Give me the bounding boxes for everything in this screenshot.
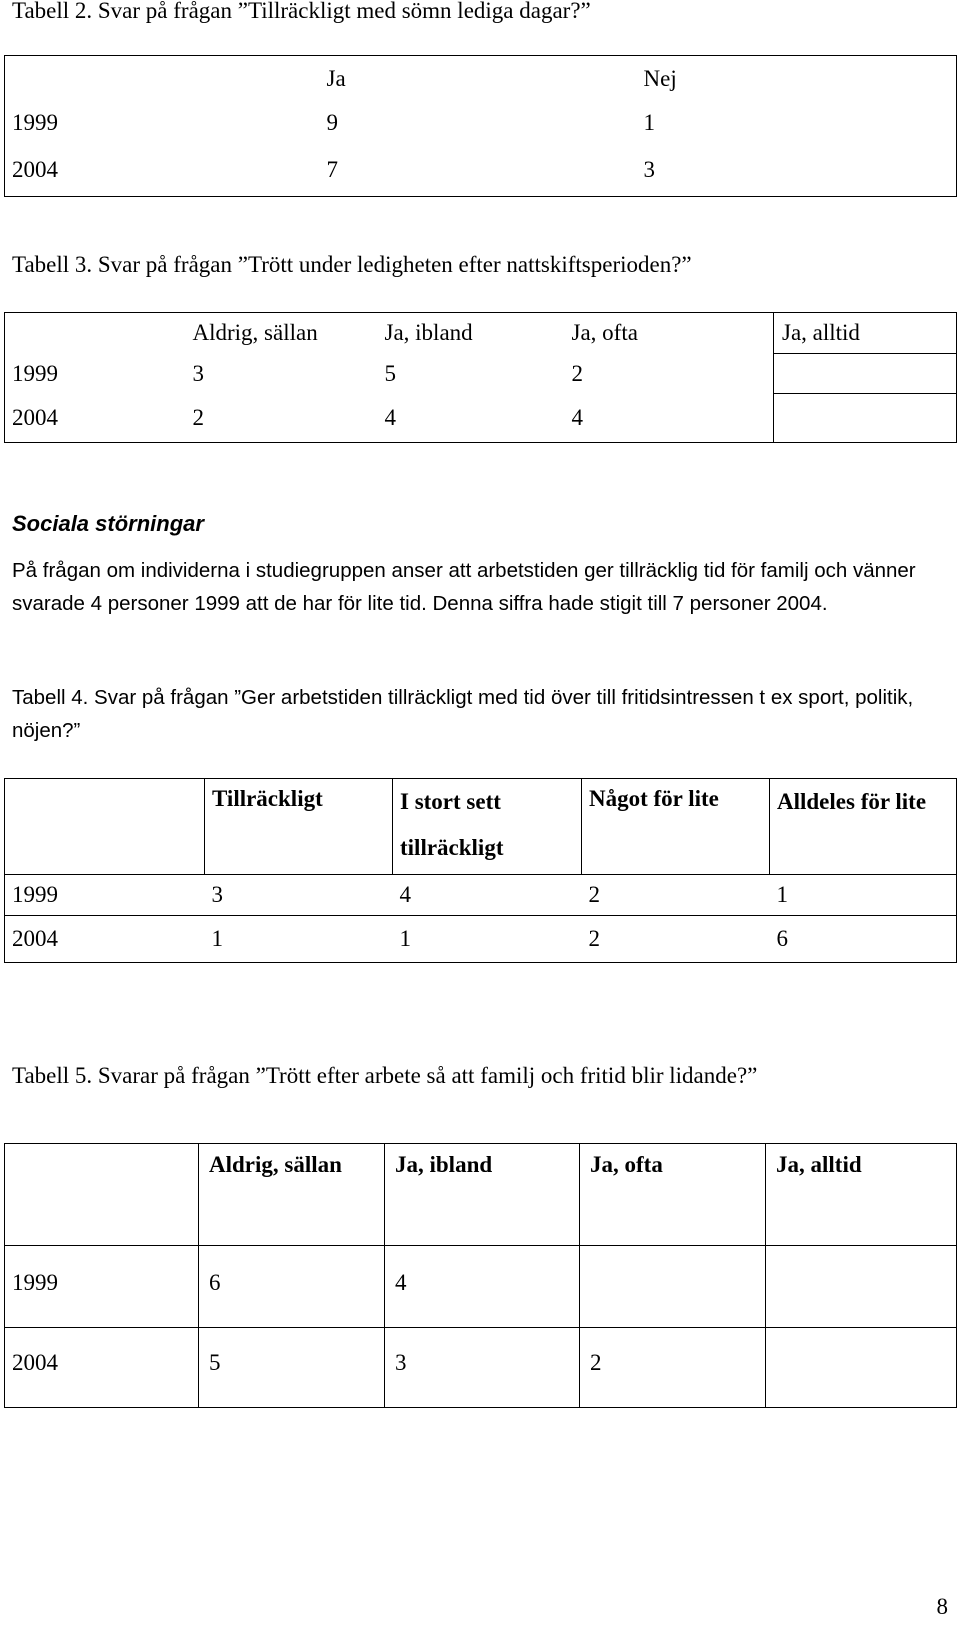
table-cell (5, 1144, 199, 1246)
table-row-label: 2004 (5, 916, 205, 963)
tabell5-caption: Tabell 5. Svarar på frågan ”Trött efter arbete så att familj och fritid blir lidande?” (12, 1063, 758, 1088)
table-row (5, 1144, 957, 1246)
table-row-label: 1999 (5, 354, 191, 394)
table-cell: 2 (191, 394, 378, 443)
paragraph-text: På frågan om individerna i studiegruppen anser att arbetstiden ger tillräcklig tid för familj och vänner svarade 4 personer 1999 att de har för lite tid. Denna siffra hade stigit till 7 personer 2004. (12, 559, 916, 615)
table-cell (766, 1246, 957, 1328)
table-header-cell: Ja (320, 56, 637, 103)
table-cell (580, 1246, 766, 1328)
table-row (5, 779, 957, 875)
table-row (5, 1246, 957, 1328)
table-header-cell: Ja, alltid (766, 1144, 957, 1246)
table-row (5, 313, 957, 354)
table-header-cell: Aldrig, sällan (199, 1144, 385, 1246)
tabell2-caption: Tabell 2. Svar på frågan ”Tillräckligt med sömn lediga dagar?” (12, 0, 591, 23)
table-row-label: 1999 (5, 102, 320, 144)
table-row (5, 144, 957, 197)
table-header-cell: I stort sett tillräckligt (393, 779, 582, 875)
table-cell: 7 (320, 144, 637, 197)
page-number: 8 (936, 1594, 948, 1619)
table-cell: 3 (637, 144, 957, 197)
table-header-cell: Ja, ofta (580, 1144, 766, 1246)
table-header-cell: Nej (637, 56, 957, 103)
table-header-cell: Aldrig, sällan (191, 313, 378, 354)
table-cell: 3 (192, 360, 204, 386)
table-row (5, 354, 957, 394)
table-cell: 4 (385, 1246, 580, 1328)
table-row (5, 875, 957, 916)
table-cell: 4 (393, 875, 582, 916)
table-cell: 1 (770, 875, 957, 916)
table-cell: 3 (385, 1328, 580, 1408)
table-cell (766, 1328, 957, 1408)
tabell5-table (4, 1143, 957, 1408)
table-row (5, 916, 957, 963)
table-cell (5, 313, 191, 354)
table-cell (774, 394, 957, 443)
section-paragraph (12, 554, 947, 620)
table-cell: 1 (393, 916, 582, 963)
table-cell: 4 (378, 394, 565, 443)
table-row (5, 1328, 957, 1408)
table-cell: 6 (770, 916, 957, 963)
table-header-cell: Ja, ibland (378, 313, 565, 354)
table-row-label: 1999 (5, 875, 205, 916)
table-cell: 9 (326, 110, 338, 135)
table-cell (5, 779, 205, 875)
table-cell: 2 (565, 354, 774, 394)
table-cell: 5 (199, 1328, 385, 1408)
table-cell: 2 (580, 1328, 766, 1408)
section-heading: Sociala störningar (12, 511, 204, 536)
tabell4-caption-block (12, 681, 947, 747)
tabell3-caption: Tabell 3. Svar på frågan ”Trött under ledigheten efter nattskiftsperioden?” (12, 252, 692, 277)
table-cell: 1 (637, 102, 957, 144)
table-row (5, 394, 957, 443)
tabell4-caption: Tabell 4. Svar på frågan ”Ger arbetstiden tillräckligt med tid över till fritidsintressen t ex sport, politik, nöjen?” (12, 686, 914, 742)
table-row-label: 2004 (5, 144, 320, 197)
table-header-cell: Ja, ofta (565, 313, 774, 354)
table-cell: 1 (205, 916, 393, 963)
table-header-cell: Ja, alltid (774, 313, 957, 354)
table-cell: 4 (565, 394, 774, 443)
table-header-cell: Ja, ibland (385, 1144, 580, 1246)
table-header-cell: Något för lite (582, 779, 770, 875)
table-row (5, 102, 957, 144)
table-row-label: 2004 (5, 394, 191, 443)
table-row (5, 56, 957, 103)
table-cell (774, 354, 957, 394)
tabell2-table (4, 55, 957, 197)
table-cell: 2 (582, 916, 770, 963)
table-cell: 2 (582, 875, 770, 916)
table-header-cell: Alldeles för lite (770, 779, 957, 875)
table-header-cell: Tillräckligt (205, 779, 393, 875)
table-cell: 5 (384, 360, 396, 386)
table-cell: 6 (199, 1246, 385, 1328)
table-cell (5, 56, 320, 103)
tabell3-table (4, 312, 957, 443)
table-row-label: 1999 (5, 1246, 199, 1328)
table-row-label: 2004 (5, 1328, 199, 1408)
tabell4-table (4, 778, 957, 963)
table-cell: 3 (205, 875, 393, 916)
